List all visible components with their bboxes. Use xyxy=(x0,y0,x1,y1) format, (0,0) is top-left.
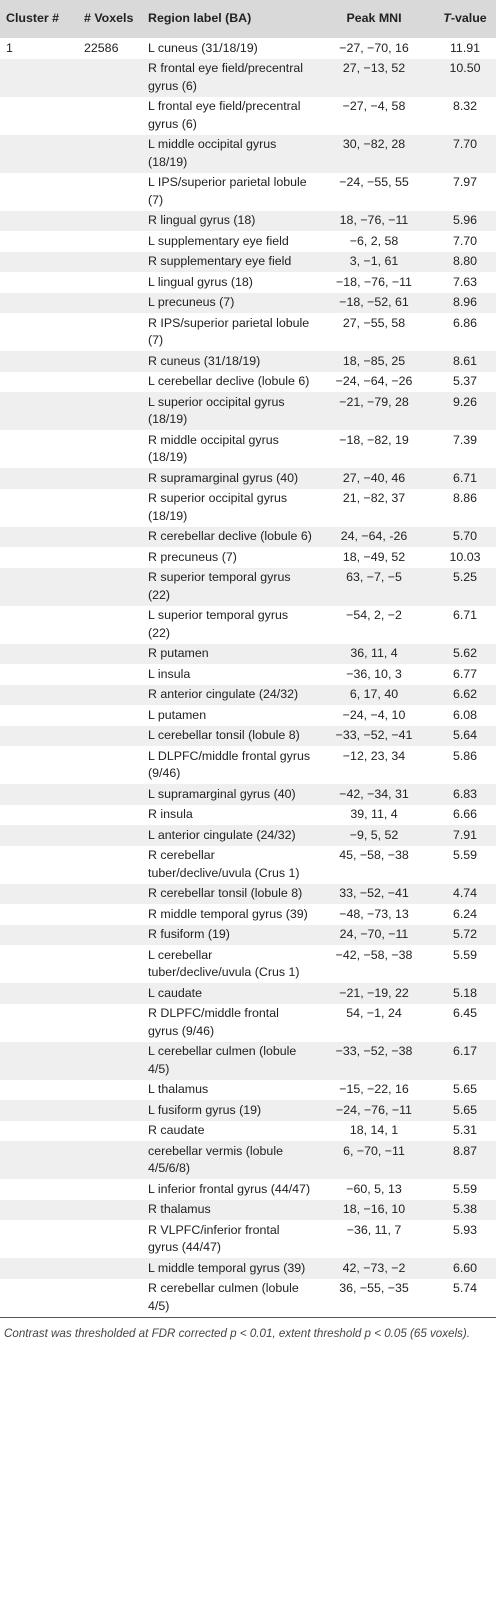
peak-mni-cell: −33, −52, −38 xyxy=(335,1044,413,1058)
peak-mni-cell: −9, 5, 52 xyxy=(349,827,399,842)
voxels-cell xyxy=(80,1121,144,1142)
region-cell: L anterior cingulate (24/32) xyxy=(148,827,296,842)
voxels-cell xyxy=(80,846,144,884)
cluster-cell xyxy=(0,568,80,606)
region-cell: L IPS/superior parietal lobule (7) xyxy=(148,175,307,207)
table-row xyxy=(0,1279,496,1317)
peak-mni-cell: −21, −19, 22 xyxy=(339,985,409,1000)
peak-mni-cell: 18, −76, −11 xyxy=(339,213,409,227)
t-value-cell: 7.91 xyxy=(452,827,478,842)
header-cluster: Cluster # xyxy=(6,11,60,26)
table-row xyxy=(0,489,496,527)
peak-mni-cell: −42, −58, −38 xyxy=(335,947,413,962)
cluster-cell xyxy=(0,547,80,568)
region-cell: R caudate xyxy=(148,1123,205,1137)
peak-mni-cell: 27, −55, 58 xyxy=(342,315,406,330)
table-row xyxy=(0,945,496,983)
voxels-cell xyxy=(80,664,144,685)
t-value-cell: 7.63 xyxy=(452,274,478,289)
peak-mni-cell: 63, −7, −5 xyxy=(346,570,402,584)
cluster-cell xyxy=(0,925,80,946)
voxels-cell xyxy=(80,904,144,925)
voxels-cell xyxy=(80,644,144,665)
voxels-cell xyxy=(80,983,144,1004)
region-cell: R middle temporal gyrus (39) xyxy=(148,906,308,921)
peak-mni-cell: 30, −82, 28 xyxy=(342,137,406,151)
t-value-cell: 6.08 xyxy=(452,707,478,722)
t-value-cell: 5.38 xyxy=(452,1202,478,1216)
voxels-cell xyxy=(80,1258,144,1279)
table-row xyxy=(0,231,496,252)
table-row xyxy=(0,430,496,468)
voxels-cell xyxy=(80,173,144,211)
t-value-cell: 5.31 xyxy=(452,1123,478,1137)
table-row xyxy=(0,846,496,884)
table-row xyxy=(0,392,496,430)
t-value-cell: 5.18 xyxy=(452,985,478,1000)
peak-mni-cell: 6, −70, −11 xyxy=(343,1143,405,1158)
peak-mni-cell: 27, −40, 46 xyxy=(342,470,406,485)
peak-mni-cell: 24, −64, -26 xyxy=(340,529,408,543)
region-cell: L cerebellar tonsil (lobule 8) xyxy=(148,728,300,742)
t-value-cell: 5.70 xyxy=(452,529,478,543)
t-value-cell: 8.86 xyxy=(452,491,478,505)
table-row xyxy=(0,1141,496,1179)
cluster-cell xyxy=(0,351,80,372)
peak-mni-cell: −24, −55, 55 xyxy=(339,175,409,189)
cluster-cell xyxy=(0,983,80,1004)
voxels-cell xyxy=(80,606,144,644)
cluster-cell xyxy=(0,726,80,747)
region-cell: L superior occipital gyrus (18/19) xyxy=(148,394,285,426)
region-cell: L putamen xyxy=(148,707,207,722)
header-t-suffix: -value xyxy=(450,11,487,26)
table-row xyxy=(0,38,496,59)
voxels-cell xyxy=(80,746,144,784)
cluster-cell xyxy=(0,1141,80,1179)
voxels-cell xyxy=(80,1141,144,1179)
voxels-cell xyxy=(80,1179,144,1200)
peak-mni-cell: −18, −76, −11 xyxy=(336,274,412,289)
peak-mni-cell: −42, −34, 31 xyxy=(339,786,409,801)
t-value-cell: 5.93 xyxy=(452,1222,478,1237)
header-region: Region label (BA) xyxy=(148,11,252,26)
voxels-cell xyxy=(80,784,144,805)
voxels-cell xyxy=(80,1200,144,1221)
region-cell: L cuneus (31/18/19) xyxy=(148,40,258,55)
cluster-cell xyxy=(0,606,80,644)
peak-mni-cell: −15, −22, 16 xyxy=(339,1082,409,1096)
peak-mni-cell: 21, −82, 37 xyxy=(342,491,406,505)
t-value-cell: 6.86 xyxy=(452,315,478,330)
header-t-value xyxy=(432,0,496,38)
t-value-cell: 6.71 xyxy=(452,470,478,485)
table-row xyxy=(0,135,496,173)
t-value-cell: 5.65 xyxy=(452,1082,478,1096)
voxels-cell xyxy=(80,884,144,905)
cluster-cell xyxy=(0,746,80,784)
peak-mni-cell: −18, −52, 61 xyxy=(339,295,409,309)
peak-mni-cell: −48, −73, 13 xyxy=(339,906,409,921)
cluster-cell xyxy=(0,1042,80,1080)
table-row xyxy=(0,59,496,97)
peak-mni-cell: 33, −52, −41 xyxy=(339,886,409,900)
region-cell: R DLPFC/middle frontal gyrus (9/46) xyxy=(148,1006,279,1038)
t-value-cell: 6.17 xyxy=(452,1044,478,1058)
voxels-cell: 22586 xyxy=(84,40,119,55)
region-cell: L lingual gyrus (18) xyxy=(148,274,253,289)
cluster-cell xyxy=(0,705,80,726)
table-row xyxy=(0,1080,496,1101)
voxels-cell xyxy=(80,313,144,351)
region-cell: L DLPFC/middle frontal gyrus (9/46) xyxy=(148,748,311,780)
table-row xyxy=(0,825,496,846)
region-cell: R fusiform (19) xyxy=(148,927,230,941)
t-value-cell: 7.70 xyxy=(452,233,478,248)
peak-mni-cell: −24, −76, −11 xyxy=(336,1102,412,1117)
cluster-cell xyxy=(0,685,80,706)
cluster-cell xyxy=(0,468,80,489)
cluster-cell xyxy=(0,784,80,805)
peak-mni-cell: −36, 10, 3 xyxy=(346,666,402,681)
peak-mni-cell: −60, 5, 13 xyxy=(346,1181,402,1196)
region-cell: L insula xyxy=(148,666,191,681)
peak-mni-cell: 3, −1, 61 xyxy=(349,254,399,268)
t-value-cell: 8.61 xyxy=(452,353,478,368)
peak-mni-cell: 18, −16, 10 xyxy=(342,1202,406,1216)
t-value-cell: 5.62 xyxy=(452,646,478,660)
t-value-cell: 9.26 xyxy=(452,394,478,409)
region-cell: R cerebellar declive (lobule 6) xyxy=(148,529,312,543)
voxels-cell xyxy=(80,468,144,489)
cluster-cell xyxy=(0,1121,80,1142)
cluster-cell: 1 xyxy=(6,40,13,55)
region-cell: R thalamus xyxy=(148,1202,211,1216)
cluster-cell xyxy=(0,97,80,135)
voxels-cell xyxy=(80,527,144,548)
voxels-cell xyxy=(80,272,144,293)
table-body xyxy=(0,38,496,1317)
peak-mni-cell: 54, −1, 24 xyxy=(346,1006,402,1020)
table-row xyxy=(0,252,496,273)
table-row xyxy=(0,784,496,805)
voxels-cell xyxy=(80,1080,144,1101)
table-row xyxy=(0,884,496,905)
cluster-cell xyxy=(0,825,80,846)
cluster-cell xyxy=(0,252,80,273)
cluster-cell xyxy=(0,211,80,232)
t-value-cell: 5.72 xyxy=(452,927,478,941)
table-row xyxy=(0,1258,496,1279)
voxels-cell xyxy=(80,805,144,826)
region-cell: R anterior cingulate (24/32) xyxy=(148,687,299,701)
t-value-cell: 10.03 xyxy=(449,549,481,564)
voxels-cell xyxy=(80,547,144,568)
voxels-cell xyxy=(80,351,144,372)
peak-mni-cell: −27, −70, 16 xyxy=(339,40,409,55)
header-row xyxy=(0,0,496,38)
peak-mni-cell: −12, 23, 34 xyxy=(342,748,406,763)
voxels-cell xyxy=(80,211,144,232)
peak-mni-cell: −24, −64, −26 xyxy=(335,374,413,388)
t-value-cell: 6.24 xyxy=(452,906,478,921)
t-value-cell: 8.87 xyxy=(452,1143,478,1158)
table-row xyxy=(0,372,496,393)
cluster-cell xyxy=(0,805,80,826)
region-cell: L thalamus xyxy=(148,1082,209,1096)
cluster-cell xyxy=(0,1004,80,1042)
header-voxels: # Voxels xyxy=(84,11,134,26)
voxels-cell xyxy=(80,392,144,430)
t-value-cell: 6.66 xyxy=(452,807,478,821)
t-value-cell: 5.86 xyxy=(452,748,478,763)
region-cell: L precuneus (7) xyxy=(148,295,235,309)
cluster-cell xyxy=(0,527,80,548)
cluster-cell xyxy=(0,135,80,173)
t-value-cell: 7.97 xyxy=(452,175,478,189)
cluster-cell xyxy=(0,644,80,665)
table-row xyxy=(0,1121,496,1142)
table-row xyxy=(0,925,496,946)
cluster-cell xyxy=(0,884,80,905)
peak-mni-cell: −6, 2, 58 xyxy=(349,233,399,248)
peak-mni-cell: −36, 11, 7 xyxy=(346,1222,402,1237)
peak-mni-cell: 18, −49, 52 xyxy=(342,549,406,564)
voxels-cell xyxy=(80,489,144,527)
region-cell: L superior temporal gyrus (22) xyxy=(148,608,289,640)
region-cell: R supplementary eye field xyxy=(148,254,292,268)
peak-mni-cell: 18, −85, 25 xyxy=(342,353,406,368)
region-cell: L middle temporal gyrus (39) xyxy=(148,1260,306,1275)
cluster-cell xyxy=(0,1200,80,1221)
cluster-cell xyxy=(0,313,80,351)
t-value-cell: 6.45 xyxy=(452,1006,478,1020)
region-cell: L frontal eye field/precentral gyrus (6) xyxy=(148,99,301,131)
peak-mni-cell: −21, −79, 28 xyxy=(339,394,409,409)
table-row xyxy=(0,527,496,548)
cluster-cell xyxy=(0,392,80,430)
t-value-cell: 8.96 xyxy=(452,295,478,309)
table-row xyxy=(0,547,496,568)
table-row xyxy=(0,173,496,211)
header-peak-mni: Peak MNI xyxy=(346,11,402,26)
region-cell: L supplementary eye field xyxy=(148,233,289,248)
cluster-cell xyxy=(0,1220,80,1258)
region-cell: L cerebellar declive (lobule 6) xyxy=(148,374,310,388)
cluster-cell xyxy=(0,372,80,393)
table-row xyxy=(0,1200,496,1221)
voxels-cell xyxy=(80,685,144,706)
table-row xyxy=(0,468,496,489)
table-row xyxy=(0,664,496,685)
peak-mni-cell: −27, −4, 58 xyxy=(342,99,406,113)
cluster-cell xyxy=(0,1258,80,1279)
voxels-cell xyxy=(80,1100,144,1121)
voxels-cell xyxy=(80,97,144,135)
voxels-cell xyxy=(80,726,144,747)
table-row xyxy=(0,685,496,706)
table-row xyxy=(0,1042,496,1080)
header-t-letter: T xyxy=(443,11,451,26)
peak-mni-cell: −33, −52, −41 xyxy=(335,728,413,742)
cluster-cell xyxy=(0,59,80,97)
cluster-cell xyxy=(0,293,80,314)
cluster-cell xyxy=(0,664,80,685)
t-value-cell: 5.25 xyxy=(452,570,478,584)
table-row xyxy=(0,351,496,372)
voxels-cell xyxy=(80,430,144,468)
t-value-cell: 5.64 xyxy=(452,728,478,742)
t-value-cell: 5.37 xyxy=(452,374,478,388)
region-cell: R cerebellar tuber/declive/uvula (Crus 1) xyxy=(148,848,300,880)
voxels-cell xyxy=(80,1004,144,1042)
t-value-cell: 6.60 xyxy=(452,1260,478,1275)
t-value-cell: 5.59 xyxy=(452,947,478,962)
table-row xyxy=(0,97,496,135)
voxels-cell xyxy=(80,252,144,273)
table-row xyxy=(0,705,496,726)
peak-mni-cell: 27, −13, 52 xyxy=(342,61,406,75)
cluster-cell xyxy=(0,1080,80,1101)
table-header xyxy=(0,0,496,38)
voxels-cell xyxy=(80,1279,144,1317)
region-cell: cerebellar vermis (lobule 4/5/6/8) xyxy=(148,1143,283,1175)
t-value-cell: 6.83 xyxy=(452,786,478,801)
region-cell: R supramarginal gyrus (40) xyxy=(148,470,299,485)
voxels-cell xyxy=(80,231,144,252)
region-cell: L middle occipital gyrus (18/19) xyxy=(148,137,277,169)
voxels-cell xyxy=(80,705,144,726)
cluster-cell xyxy=(0,1100,80,1121)
voxels-cell xyxy=(80,59,144,97)
t-value-cell: 6.62 xyxy=(452,687,478,701)
table-row xyxy=(0,904,496,925)
region-cell: L inferior frontal gyrus (44/47) xyxy=(148,1181,311,1196)
table-row xyxy=(0,805,496,826)
voxels-cell xyxy=(80,945,144,983)
voxels-cell xyxy=(80,293,144,314)
table-row xyxy=(0,1220,496,1258)
t-value-cell: 5.65 xyxy=(452,1102,478,1117)
t-value-cell: 6.71 xyxy=(452,608,478,622)
peak-mni-cell: −54, 2, −2 xyxy=(346,608,402,622)
region-cell: L cerebellar culmen (lobule 4/5) xyxy=(148,1044,297,1076)
voxels-cell xyxy=(80,135,144,173)
cluster-cell xyxy=(0,272,80,293)
region-cell: R cerebellar tonsil (lobule 8) xyxy=(148,886,303,900)
region-cell: R superior occipital gyrus (18/19) xyxy=(148,491,288,523)
peak-mni-cell: 24, −70, −11 xyxy=(339,927,409,941)
t-value-cell: 5.96 xyxy=(452,213,478,227)
peak-mni-cell: 6, 17, 40 xyxy=(349,687,399,701)
table-row xyxy=(0,606,496,644)
region-cell: R superior temporal gyrus (22) xyxy=(148,570,291,602)
t-value-cell: 8.80 xyxy=(452,254,478,268)
voxels-cell xyxy=(80,372,144,393)
region-cell: L supramarginal gyrus (40) xyxy=(148,786,296,801)
table-row xyxy=(0,746,496,784)
peak-mni-cell: 45, −58, −38 xyxy=(339,848,409,862)
peak-mni-cell: 42, −73, −2 xyxy=(342,1260,406,1275)
table-row xyxy=(0,726,496,747)
t-value-cell: 7.39 xyxy=(452,432,478,447)
t-value-cell: 4.74 xyxy=(452,886,478,900)
region-cell: R middle occipital gyrus (18/19) xyxy=(148,432,279,464)
t-value-cell: 5.59 xyxy=(452,1181,478,1196)
region-cell: L fusiform gyrus (19) xyxy=(148,1102,262,1117)
cluster-cell xyxy=(0,904,80,925)
peak-mni-cell: 18, 14, 1 xyxy=(349,1123,399,1137)
table-row xyxy=(0,644,496,665)
voxels-cell xyxy=(80,925,144,946)
voxels-cell xyxy=(80,825,144,846)
voxels-cell xyxy=(80,1220,144,1258)
region-cell: R lingual gyrus (18) xyxy=(148,213,256,227)
table-row xyxy=(0,568,496,606)
voxels-cell xyxy=(80,568,144,606)
table-row xyxy=(0,313,496,351)
table-row xyxy=(0,272,496,293)
region-cell: R precuneus (7) xyxy=(148,549,237,564)
peak-mni-cell: 36, 11, 4 xyxy=(350,646,398,660)
region-cell: R insula xyxy=(148,807,193,821)
table-row xyxy=(0,1004,496,1042)
t-value-cell: 7.70 xyxy=(452,137,478,151)
table-row xyxy=(0,983,496,1004)
cluster-cell xyxy=(0,945,80,983)
region-cell: R cerebellar culmen (lobule 4/5) xyxy=(148,1281,299,1313)
peak-mni-cell: −18, −82, 19 xyxy=(339,432,409,447)
cluster-cell xyxy=(0,430,80,468)
cluster-cell xyxy=(0,489,80,527)
cluster-cell xyxy=(0,231,80,252)
table-row xyxy=(0,211,496,232)
t-value-cell: 10.50 xyxy=(449,61,481,75)
region-cell: R frontal eye field/precentral gyrus (6) xyxy=(148,61,303,93)
table-row xyxy=(0,1179,496,1200)
cluster-cell xyxy=(0,846,80,884)
t-value-cell: 5.74 xyxy=(452,1281,478,1295)
peak-mni-cell: 39, 11, 4 xyxy=(350,807,398,821)
region-cell: R cuneus (31/18/19) xyxy=(148,353,261,368)
t-value-cell: 6.77 xyxy=(452,666,478,681)
cluster-cell xyxy=(0,1179,80,1200)
region-cell: R putamen xyxy=(148,646,209,660)
region-cell: R VLPFC/inferior frontal gyrus (44/47) xyxy=(148,1222,280,1254)
region-cell: L cerebellar tuber/declive/uvula (Crus 1) xyxy=(148,947,300,979)
region-cell: R IPS/superior parietal lobule (7) xyxy=(148,315,310,347)
table-row xyxy=(0,1100,496,1121)
table-row xyxy=(0,293,496,314)
peak-mni-cell: 36, −55, −35 xyxy=(339,1281,409,1295)
t-value-cell: 5.59 xyxy=(452,848,478,862)
cluster-cell xyxy=(0,1279,80,1317)
t-value-cell: 11.91 xyxy=(449,40,481,55)
table-footnote: Contrast was thresholded at FDR corrected p < 0.01, extent threshold p < 0.05 (65 voxels). xyxy=(4,1326,470,1340)
t-value-cell: 8.32 xyxy=(452,99,478,113)
cluster-cell xyxy=(0,173,80,211)
region-cell: L caudate xyxy=(148,985,202,1000)
voxels-cell xyxy=(80,1042,144,1080)
peak-mni-cell: −24, −4, 10 xyxy=(342,707,406,722)
